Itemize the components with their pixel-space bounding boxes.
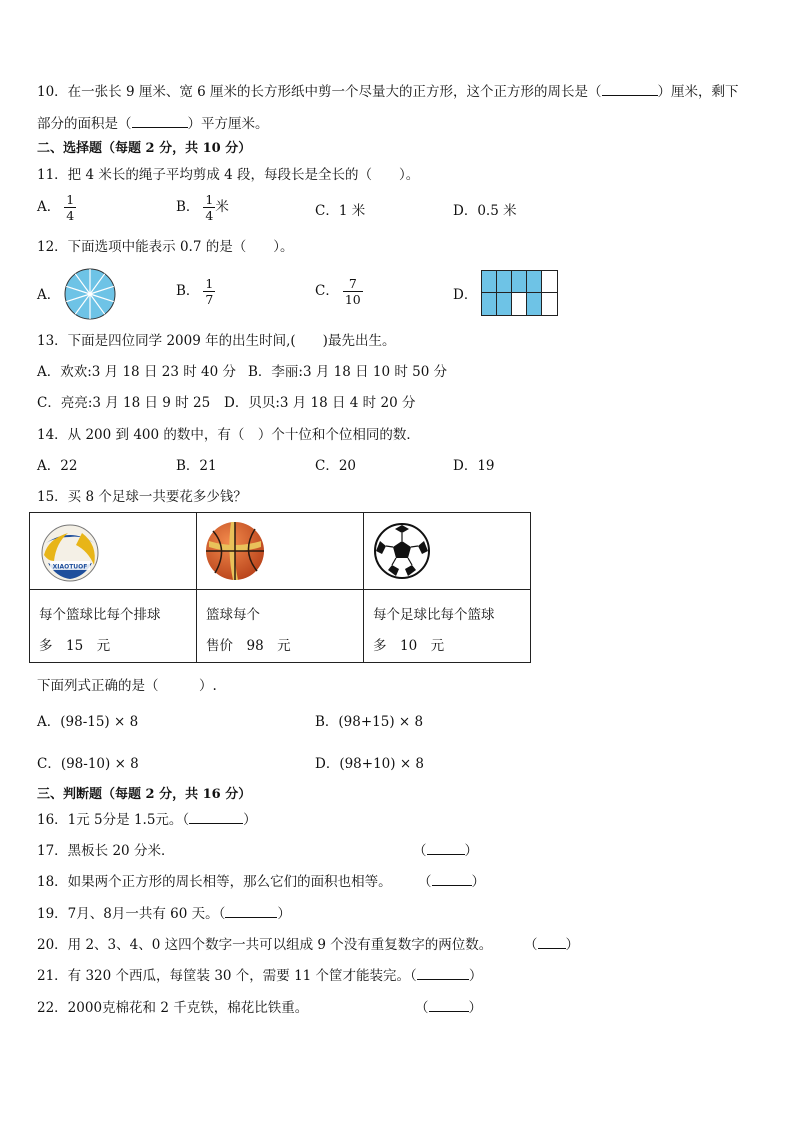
section-choice-heading: 二、选择题（每题 2 分，共 10 分） [37, 141, 252, 156]
judge-item-19: 19．7月、8月一共有 60 天。（ ） [37, 906, 291, 922]
judge-answer-17: （ ） [413, 843, 478, 859]
judge-answer-18: （ ） [418, 874, 485, 890]
q12-option-d-label[interactable]: D． [453, 287, 478, 303]
q15-option-d[interactable]: D．(98+10) × 8 [315, 756, 425, 772]
football-info-cell: 每个足球比每个篮球 多 10 元 [364, 590, 531, 663]
q14-option-b[interactable]: B．21 [176, 458, 217, 474]
q14-option-a[interactable]: A．22 [37, 458, 78, 474]
answer-blank[interactable] [429, 1011, 469, 1012]
q10-blank-area[interactable] [132, 127, 188, 128]
answer-blank[interactable] [189, 823, 243, 824]
q11-option-b[interactable]: B． $\frac{1}{4}$ 米 [176, 192, 229, 223]
judge-item-22: 22．2000克棉花和 2 千克铁，棉花比铁重。 [37, 1000, 309, 1016]
judge-item-17: 17．黑板长 20 分米． [37, 843, 175, 859]
q10-line2: 部分的面积是（ ）平方厘米。 [37, 116, 269, 132]
q15-ask: 下面列式正确的是（ ）. [37, 678, 217, 694]
football-icon [372, 521, 432, 581]
judge-answer-22: （ ） [415, 1000, 482, 1016]
q15-stem: 15．买 8 个足球一共要花多少钱？ [37, 489, 247, 505]
volleyball-brand-text: XIAOTUOF [52, 563, 88, 571]
answer-blank[interactable] [432, 885, 472, 886]
q13-stem: 13．下面是四位同学 2009 年的出生时间,( )最先出生。 [37, 333, 396, 349]
basketball-info-cell: 篮球每个 售价 98 元 [197, 590, 364, 663]
q15-option-b[interactable]: B．(98+15) × 8 [315, 714, 424, 730]
q13-option-b[interactable]: B．李丽:3 月 18 日 10 时 50 分 [248, 364, 448, 380]
q10-line1: 10．在一张长 9 厘米、宽 6 厘米的长方形纸中剪一个尽量大的正方形，这个正方形的周长是（ ）厘米，剩下 [37, 84, 739, 100]
q10-blank-perimeter[interactable] [602, 95, 658, 96]
fraction: $\frac{1}{4}$ [66, 192, 75, 223]
q12-stem: 12．下面选项中能表示 0.7 的是（ ）。 [37, 239, 294, 255]
q14-option-c[interactable]: C．20 [315, 458, 357, 474]
answer-blank[interactable] [225, 917, 277, 918]
q13-option-a[interactable]: A．欢欢:3 月 18 日 23 时 40 分 [37, 364, 236, 380]
volleyball-icon [38, 521, 102, 585]
judge-item-18: 18．如果两个正方形的周长相等，那么它们的面积也相等。 [37, 874, 392, 890]
section-judge-heading: 三、判断题（每题 2 分，共 16 分） [37, 787, 252, 802]
basketball-icon [203, 519, 267, 583]
q13-option-d[interactable]: D．贝贝:3 月 18 日 4 时 20 分 [224, 395, 416, 411]
fraction: $\frac{1}{7}$ [205, 276, 214, 307]
q11-option-a[interactable]: A． $\frac{1}{4}$ [37, 192, 75, 223]
answer-blank[interactable] [427, 854, 465, 855]
answer-blank[interactable] [417, 979, 469, 980]
judge-answer-20: （ ） [524, 937, 579, 953]
q15-option-c[interactable]: C．(98-10) × 8 [37, 756, 139, 772]
q15-ball-table [29, 512, 531, 663]
q11-stem: 11．把 4 米长的绳子平均剪成 4 段，每段长是全长的（ ）。 [37, 167, 420, 183]
q12-pie-icon [64, 268, 116, 320]
answer-blank[interactable] [538, 948, 566, 949]
fraction: $\frac{7}{10}$ [344, 276, 361, 307]
q15-option-a[interactable]: A．(98-15) × 8 [37, 714, 139, 730]
volleyball-cell [30, 513, 197, 590]
q13-option-c[interactable]: C．亮亮:3 月 18 日 9 时 25 [37, 395, 211, 411]
judge-item-16: 16．1元 5分是 1.5元。（ ） [37, 812, 257, 828]
q12-option-a-label[interactable]: A． [37, 287, 61, 303]
q12-grid-icon [481, 270, 558, 316]
volleyball-info-cell: 每个篮球比每个排球 多 15 元 [30, 590, 197, 663]
q11-option-d[interactable]: D．0.5 米 [453, 203, 517, 219]
judge-item-21: 21．有 320 个西瓜，每筐装 30 个，需要 11 个筐才能装完。（ ） [37, 968, 483, 984]
q12-option-b[interactable]: B． $\frac{1}{7}$ [176, 276, 214, 307]
football-cell [364, 513, 531, 590]
q14-option-d[interactable]: D．19 [453, 458, 495, 474]
basketball-cell [197, 513, 364, 590]
q11-option-c[interactable]: C．1 米 [315, 203, 366, 219]
q14-stem: 14．从 200 到 400 的数中，有（ ）个十位和个位相同的数． [37, 427, 420, 443]
judge-item-20: 20．用 2、3、4、0 这四个数字一共可以组成 9 个没有重复数字的两位数。 [37, 937, 493, 953]
q12-option-c[interactable]: C． $\frac{7}{10}$ [315, 276, 361, 307]
fraction: $\frac{1}{4}$ [205, 192, 214, 223]
